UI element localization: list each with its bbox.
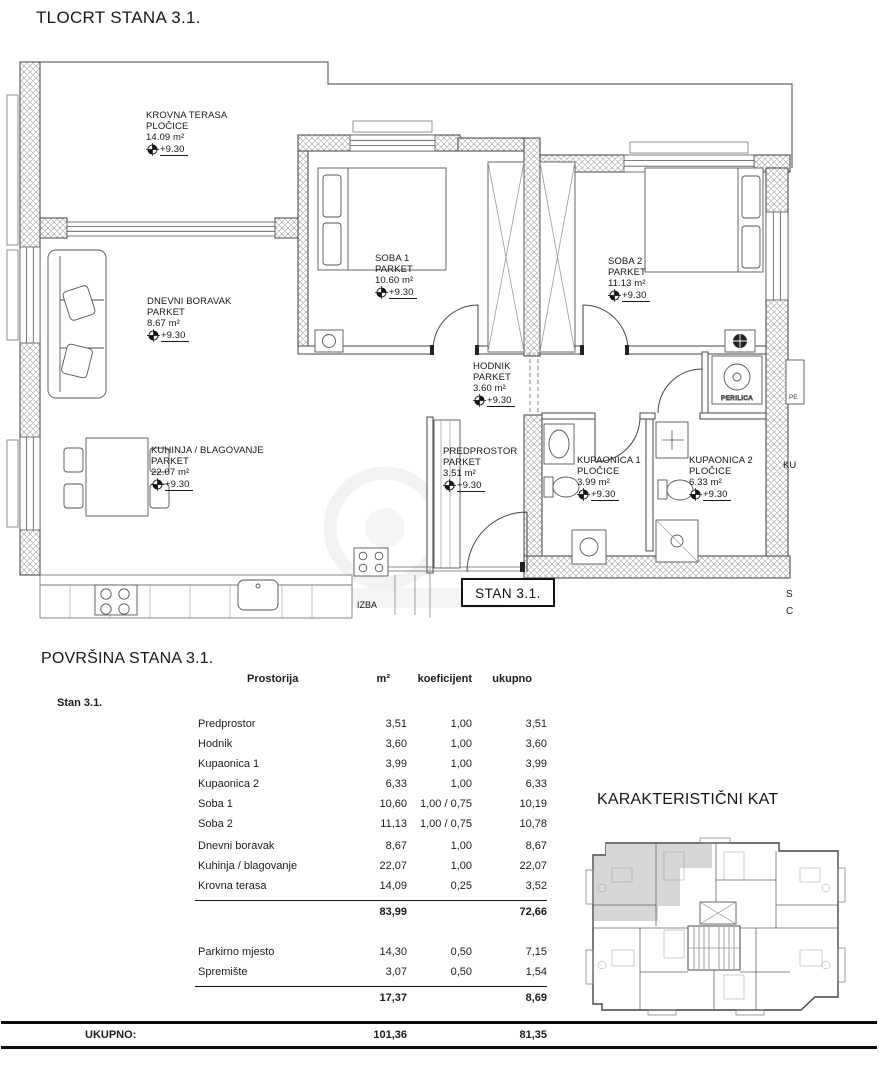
bed-soba2 bbox=[645, 168, 763, 272]
table-row-ukupno: 3,99 bbox=[525, 758, 547, 770]
col-header-koeficijent: koeficijent bbox=[417, 673, 472, 685]
table-row-name: Hodnik bbox=[198, 738, 233, 750]
col-header-prostorija: Prostorija bbox=[247, 673, 299, 685]
table-title: POVRŠINA STANA 3.1. bbox=[41, 650, 214, 667]
table-row-ukupno: 8,67 bbox=[525, 840, 547, 852]
table-row-koef: 1,00 / 0,75 bbox=[420, 818, 472, 830]
table-row-name: Soba 2 bbox=[198, 818, 233, 830]
subtotal-divider bbox=[195, 986, 547, 987]
table-row-koef: 1,00 / 0,75 bbox=[420, 798, 472, 810]
subtotal-m2: 83,99 bbox=[379, 906, 407, 918]
table-row-m2: 14,30 bbox=[379, 946, 407, 958]
izba-label: IZBA bbox=[357, 600, 378, 610]
table-row-koef: 0,25 bbox=[450, 880, 472, 892]
entry-closet bbox=[434, 420, 460, 568]
table-row-name: Kuhinja / blagovanje bbox=[198, 860, 298, 872]
table-row-koef: 1,00 bbox=[450, 758, 472, 770]
total-ukupno: 81,35 bbox=[519, 1029, 547, 1041]
table-row-m2: 11,13 bbox=[380, 818, 407, 830]
table-row-name: Krovna terasa bbox=[198, 880, 267, 892]
room-label-kuhinja: KUHINJA / BLAGOVANJE PARKET 22.07 m² +9.30 bbox=[151, 445, 264, 490]
table-row-m2: 8,67 bbox=[385, 840, 407, 852]
laundry-niche-sink bbox=[725, 330, 755, 352]
level-marker-icon bbox=[577, 488, 590, 501]
clipped-c-label: C bbox=[786, 606, 794, 617]
dashed-opening bbox=[530, 352, 538, 413]
table-row-koef: 0,50 bbox=[450, 946, 472, 958]
table-row-name: Kupaonica 2 bbox=[198, 778, 260, 790]
table-row-name: Kupaonica 1 bbox=[198, 758, 260, 770]
table-row-ukupno: 3,51 bbox=[525, 718, 547, 730]
table-row-m2: 3,51 bbox=[385, 718, 407, 730]
table-row-name: Predprostor bbox=[198, 718, 256, 730]
table-row-name: Dnevni boravak bbox=[198, 840, 275, 852]
clipped-s-label: S bbox=[786, 589, 793, 600]
table-row-koef: 0,50 bbox=[450, 966, 472, 978]
total-m2: 101,36 bbox=[373, 1029, 407, 1041]
level-marker-icon bbox=[151, 478, 164, 491]
table-row-ukupno: 6,33 bbox=[525, 778, 547, 790]
table-row-name: Soba 1 bbox=[198, 798, 233, 810]
table-row-koef: 1,00 bbox=[450, 718, 472, 730]
table-row-ukupno: 10,19 bbox=[519, 798, 547, 810]
table-row-koef: 1,00 bbox=[450, 860, 472, 872]
table-row-m2: 10,60 bbox=[379, 798, 407, 810]
table-row-m2: 6,33 bbox=[385, 778, 407, 790]
total-rule-top bbox=[1, 1021, 877, 1024]
col-header-ukupno: ukupno bbox=[492, 673, 532, 685]
table-row-name: Spremište bbox=[198, 966, 248, 978]
level-marker-icon bbox=[146, 143, 159, 156]
sofa bbox=[48, 250, 106, 398]
room-label-kupaonica2: KUPAONICA 2 PLOČICE 6.33 m² +9.30 bbox=[689, 455, 753, 500]
total-label: UKUPNO: bbox=[85, 1029, 137, 1041]
table-row-m2: 22,07 bbox=[379, 860, 407, 872]
clipped-pe-label: PE bbox=[789, 394, 798, 401]
level-marker-icon bbox=[375, 286, 388, 299]
level-marker-icon bbox=[443, 479, 456, 492]
table-row-koef: 1,00 bbox=[450, 738, 472, 750]
table-row-koef: 1,00 bbox=[450, 778, 472, 790]
level-marker-icon bbox=[473, 394, 486, 407]
subtotal-divider bbox=[195, 900, 547, 901]
keyplan-drawing bbox=[586, 838, 845, 1015]
level-marker-icon bbox=[689, 488, 702, 501]
col-header-m2: m² bbox=[376, 673, 390, 685]
table-row-ukupno: 10,78 bbox=[519, 818, 547, 830]
subtotal2-ukupno: 8,69 bbox=[525, 992, 547, 1004]
subtotal2-m2: 17,37 bbox=[379, 992, 407, 1004]
table-row-m2: 3,99 bbox=[385, 758, 407, 770]
table-row-m2: 14,09 bbox=[379, 880, 407, 892]
table-row-m2: 3,60 bbox=[385, 738, 407, 750]
plan-title: TLOCRT STANA 3.1. bbox=[36, 8, 201, 27]
room-label-predprostor: PREDPROSTOR PARKET 3.51 m² +9.30 bbox=[443, 446, 518, 491]
table-row-koef: 1,00 bbox=[450, 840, 472, 852]
room-label-soba1: SOBA 1 PARKET 10.60 m² +9.30 bbox=[375, 253, 417, 299]
room-label-dnevni-boravak: DNEVNI BORAVAK PARKET 8.67 m² +9.30 bbox=[147, 296, 232, 341]
table-group-label: Stan 3.1. bbox=[57, 697, 103, 709]
stan-badge-label: STAN 3.1. bbox=[475, 586, 541, 601]
keyplan-title: KARAKTERISTIČNI KAT bbox=[597, 791, 779, 808]
table-row-name: Parkirno mjesto bbox=[198, 946, 275, 958]
room-label-krovna-terasa: KROVNA TERASA PLOČICE 14.09 m² +9.30 bbox=[146, 110, 228, 155]
table-row-ukupno: 3,60 bbox=[525, 738, 547, 750]
table-row-ukupno: 7,15 bbox=[525, 946, 547, 958]
washing-machine bbox=[712, 356, 762, 404]
table-row-ukupno: 22,07 bbox=[519, 860, 547, 872]
room-label-soba2: SOBA 2 PARKET 11.13 m² +9.30 bbox=[608, 256, 650, 302]
table-row-ukupno: 3,52 bbox=[525, 880, 547, 892]
perilica-label: PERILICA bbox=[721, 395, 753, 402]
total-rule-bottom bbox=[1, 1046, 877, 1049]
hob bbox=[354, 548, 388, 576]
stan-badge bbox=[462, 579, 554, 606]
room-label-hodnik: HODNIK PARKET 3.60 m² +9.30 bbox=[473, 361, 515, 407]
clipped-ku-label: KU bbox=[783, 460, 797, 471]
level-marker-icon bbox=[608, 289, 621, 302]
table-row-m2: 3,07 bbox=[385, 966, 407, 978]
room-label-kupaonica1: KUPAONICA 1 PLOČICE 3.99 m² +9.30 bbox=[577, 455, 641, 500]
kitchen-sink bbox=[238, 580, 278, 610]
table-row-ukupno: 1,54 bbox=[525, 966, 547, 978]
level-marker-icon bbox=[147, 329, 160, 342]
subtotal-ukupno: 72,66 bbox=[519, 906, 547, 918]
